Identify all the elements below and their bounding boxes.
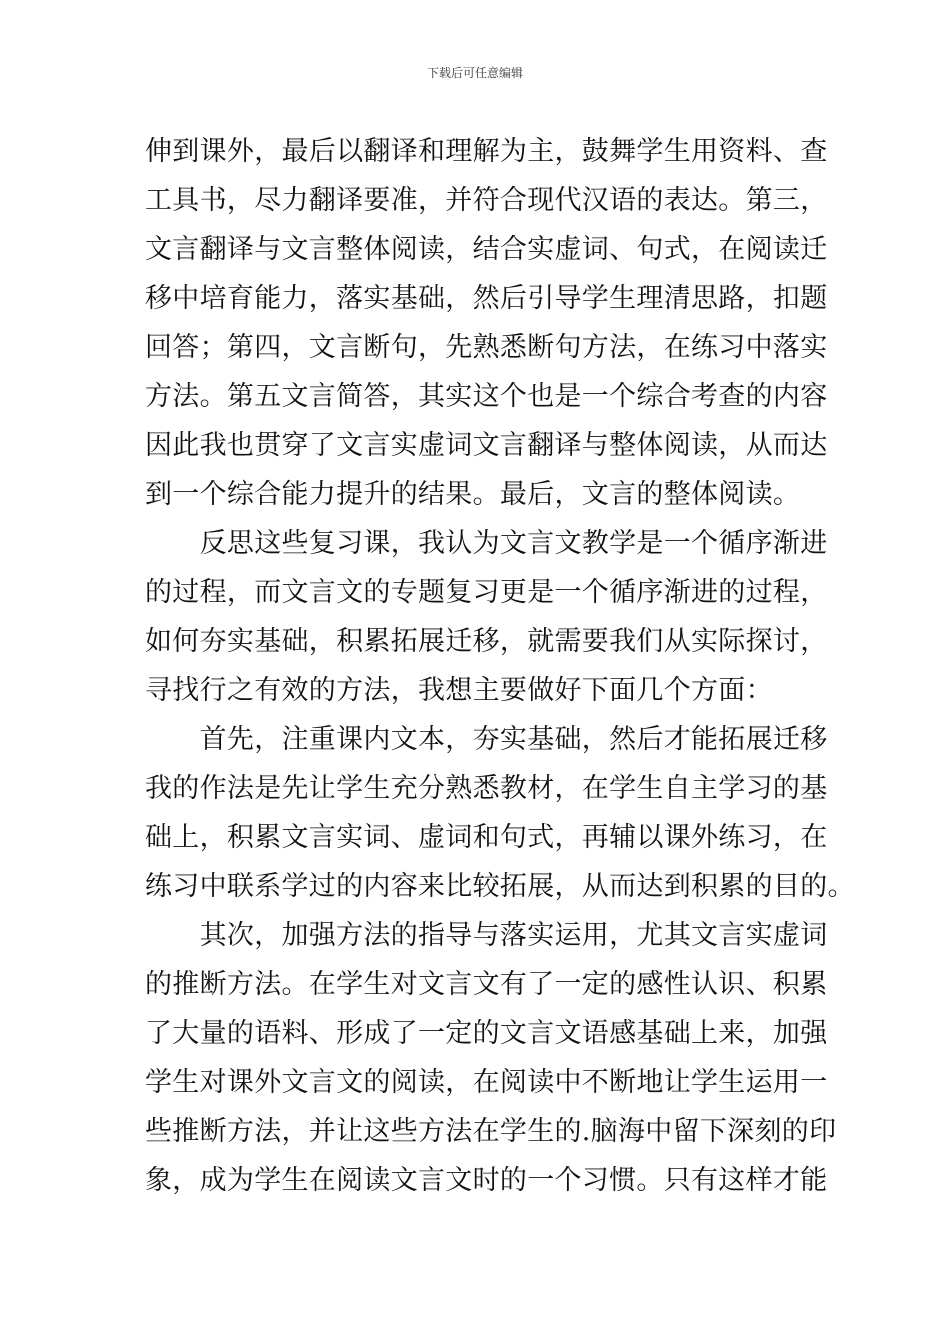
text-line: 因此我也贯穿了文言实虚词文言翻译与整体阅读，从而达 xyxy=(145,430,828,461)
text-line: 方法。第五文言简答，其实这个也是一个综合考查的内容 xyxy=(145,381,828,412)
text-line: 的推断方法。在学生对文言文有了一定的感性认识、积累 xyxy=(145,969,828,1000)
text-line: 工具书，尽力翻译要准，并符合现代汉语的表达。第三， xyxy=(145,185,828,216)
text-line: 移中培育能力，落实基础，然后引导学生理清思路，扣题 xyxy=(145,283,828,314)
text-line: 练习中联系学过的内容来比较拓展，从而达到积累的目的。 xyxy=(145,871,855,902)
text-line: 回答；第四，文言断句，先熟悉断句方法，在练习中落实 xyxy=(145,332,828,363)
text-line: 础上，积累文言实词、虚词和句式，再辅以课外练习，在 xyxy=(145,822,828,853)
text-line: 到一个综合能力提升的结果。最后，文言的整体阅读。 xyxy=(145,479,801,510)
text-line: 如何夯实基础，积累拓展迁移，就需要我们从实际探讨， xyxy=(145,626,828,657)
text-line: 了大量的语料、形成了一定的文言文语感基础上来，加强 xyxy=(145,1018,828,1049)
text-line: 反思这些复习课，我认为文言文教学是一个循序渐进 xyxy=(145,528,828,559)
document-body xyxy=(145,127,855,1205)
text-line: 象，成为学生在阅读文言文时的一个习惯。只有这样才能 xyxy=(145,1165,828,1196)
page-header: 下载后可任意编辑 xyxy=(426,66,523,80)
text-line: 伸到课外，最后以翻译和理解为主，鼓舞学生用资料、查 xyxy=(145,136,828,167)
text-line: 学生对课外文言文的阅读，在阅读中不断地让学生运用一 xyxy=(145,1067,828,1098)
text-line: 些推断方法，并让这些方法在学生的.脑海中留下深刻的印 xyxy=(145,1116,837,1147)
text-line: 首先，注重课内文本，夯实基础，然后才能拓展迁移 xyxy=(145,724,828,755)
text-line: 的过程，而文言文的专题复习更是一个循序渐进的过程， xyxy=(145,577,828,608)
text-line: 我的作法是先让学生充分熟悉教材，在学生自主学习的基 xyxy=(145,773,828,804)
text-line: 寻找行之有效的方法，我想主要做好下面几个方面： xyxy=(145,675,773,706)
text-line: 文言翻译与文言整体阅读，结合实虚词、句式，在阅读迁 xyxy=(145,234,828,265)
text-line: 其次，加强方法的指导与落实运用，尤其文言实虚词 xyxy=(145,920,828,951)
